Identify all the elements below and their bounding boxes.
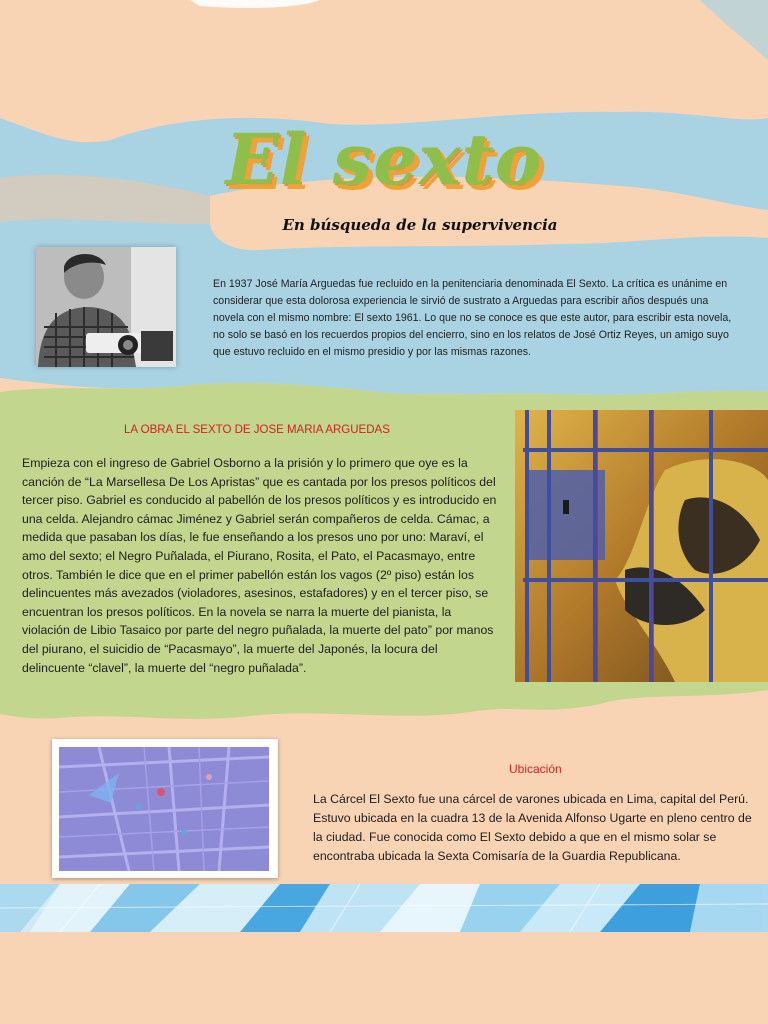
- author-portrait: [36, 247, 176, 367]
- map-drawing: [59, 747, 269, 871]
- location-map-frame: [52, 739, 278, 878]
- prison-painting: [515, 410, 768, 682]
- location-map: [59, 747, 269, 871]
- obra-paragraph: Empieza con el ingreso de Gabriel Osborno a la prisión y lo primero que oye es la canción de “La Marsellesa De Los Apristas” que es cantada por los presos políticos del tercer piso. Gabriel es conducido al pabellón de los presos políticos y es introducido en una celda. Alejandro cámac Jiménez y Gabriel serán compañeros de celda. Cámac, a medida que pasaban los días, le fue enseñando a los presos uno por uno: Maraví, el amo del sexto; el Negro Puñalada, el Piurano, Rosita, el Pato, el Pacasmayo, entre otros. También le dice que en el primer pabellón están los vagos (2º piso) están los delincuentes más avezados (violadores, asesinos, estafadores) y en el tercer piso, se encuentran los presos políticos. En la novela se narra la muerte del pianista, la violación de Libio Tasaico por parte del negro puñalada, la muerte del pato” por manos del piurano, el suicidio de “Pacasmayo”, la muerte del Japonés, la locura del delincuente “clavel”, la muerte del “negro puñalada”.: [22, 456, 497, 675]
- intro-paragraph: En 1937 José María Arguedas fue recluido en la penitenciaria denominada El Sexto. La crítica es unánime en considerar que esta dolorosa experiencia le sirvió de sustrato a Arguedas para escribir años después una novela con el mismo nombre: El sexto 1961. Lo que no se conoce es que este autor, para escribir esta novela, no solo se basó en los recuerdos propios del encierro, sino en los relatos de José Ortiz Reyes, un amigo suyo que estuvo recluido en el mismo presidio y por las mismas razones.: [213, 278, 732, 358]
- section-heading-obra: LA OBRA EL SEXTO DE JOSE MARIA ARGUEDAS: [124, 424, 390, 436]
- painting-drawing: [515, 410, 768, 682]
- portrait-drawing: [36, 247, 176, 367]
- top-white: [190, 0, 320, 8]
- blue-corner: [700, 0, 768, 60]
- band-drawing: [0, 884, 768, 932]
- decorative-band: [0, 884, 768, 932]
- ubicacion-paragraph: La Cárcel El Sexto fue una cárcel de varones ubicada en Lima, capital del Perú. Estuvo ubicada en la cuadra 13 de la Avenida Alfonso Ugarte en pleno centro de la ciudad. Fue conocida como El Sexto debido a que en el mismo solar se encontraba ubicada la Sexta Comisaría de la Guardia Republicana.: [313, 792, 752, 863]
- section-heading-ubicacion: Ubicación: [509, 762, 562, 776]
- page-subtitle: En búsqueda de la supervivencia: [282, 216, 558, 234]
- page-title: El sexto: [225, 118, 543, 201]
